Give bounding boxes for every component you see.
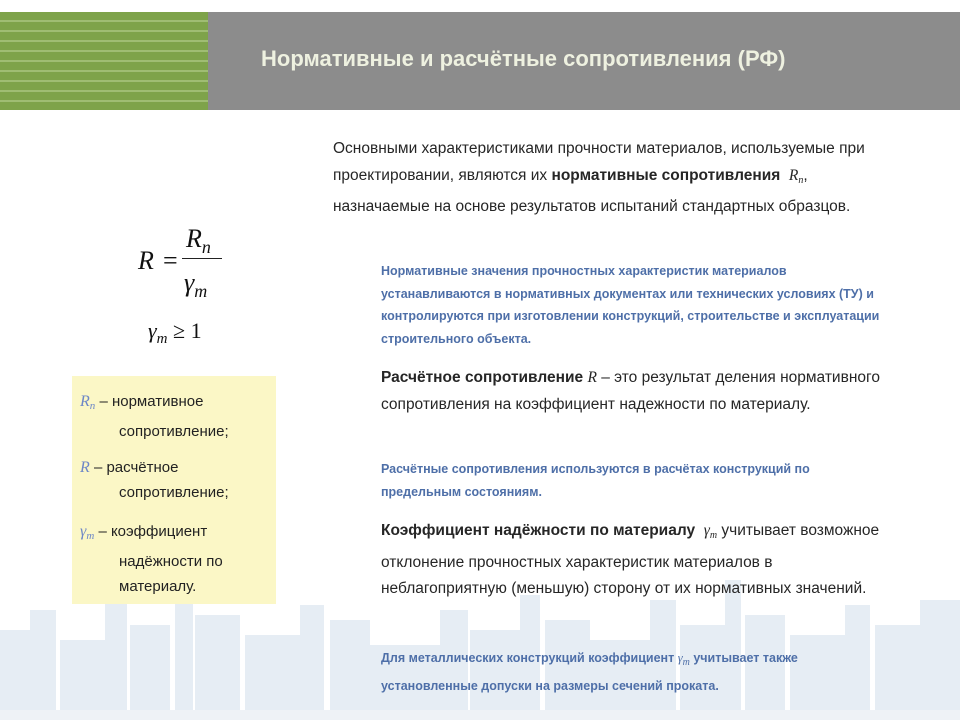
header-band: [0, 12, 960, 110]
gamma-inequality: $\gamma_m \ge 1$: [148, 318, 202, 347]
title-bar: [208, 12, 960, 110]
formula-numerator: $R_n$: [186, 224, 211, 257]
coefficient-paragraph: Коэффициент надёжности по материалу $\gamma_m$ учитывает возможное отклонение прочностных характеристик материалов в неблагоприятную (меньшую) сторону от их нормативных значений.: [381, 522, 880, 597]
intro-paragraph: Основными характеристиками прочности материалов, используемые при проектировании, являются их нормативные сопротивления $R_n$, назначаемые на основе результатов испытаний стандартных образцов.: [333, 140, 865, 215]
slide-title: Нормативные и расчётные сопротивления (РФ): [261, 46, 786, 71]
formula-denominator: $\gamma_m$: [184, 268, 208, 301]
fraction-bar: [182, 258, 222, 259]
formula-equals: =: [163, 246, 178, 275]
symbols-legend: [72, 376, 276, 604]
legend-item-r: R – расчётное сопротивление;: [80, 459, 229, 501]
striped-accent-block: [0, 12, 208, 110]
note-normative-values: Нормативные значения прочностных характеристик материалов устанавливаются в нормативных документах или технических условиях (ТУ) и контролируются при изготовлении конструкций, строительстве и эксплуатации строительного объекта.: [381, 264, 880, 346]
design-resistance-paragraph: Расчётное сопротивление R – это результат деления нормативного сопротивления на коэффициент надежности по материалу.: [381, 369, 880, 413]
design-resistance-formula: [134, 224, 264, 314]
legend-item-gamma: $\gamma_m$ – коэффициент надёжности по материалу.: [80, 523, 223, 595]
note-metal-structures: Для металлических конструкций коэффициент $\gamma_m$ учитывает также установленные допуски на размеры сечений проката.: [381, 651, 798, 693]
legend-item-rn: $R_n$ – нормативное сопротивление;: [80, 393, 229, 440]
formula-lhs: R: [138, 246, 154, 275]
note-design-usage: Расчётные сопротивления используются в расчётах конструкций по предельным состояниям.: [381, 462, 810, 499]
